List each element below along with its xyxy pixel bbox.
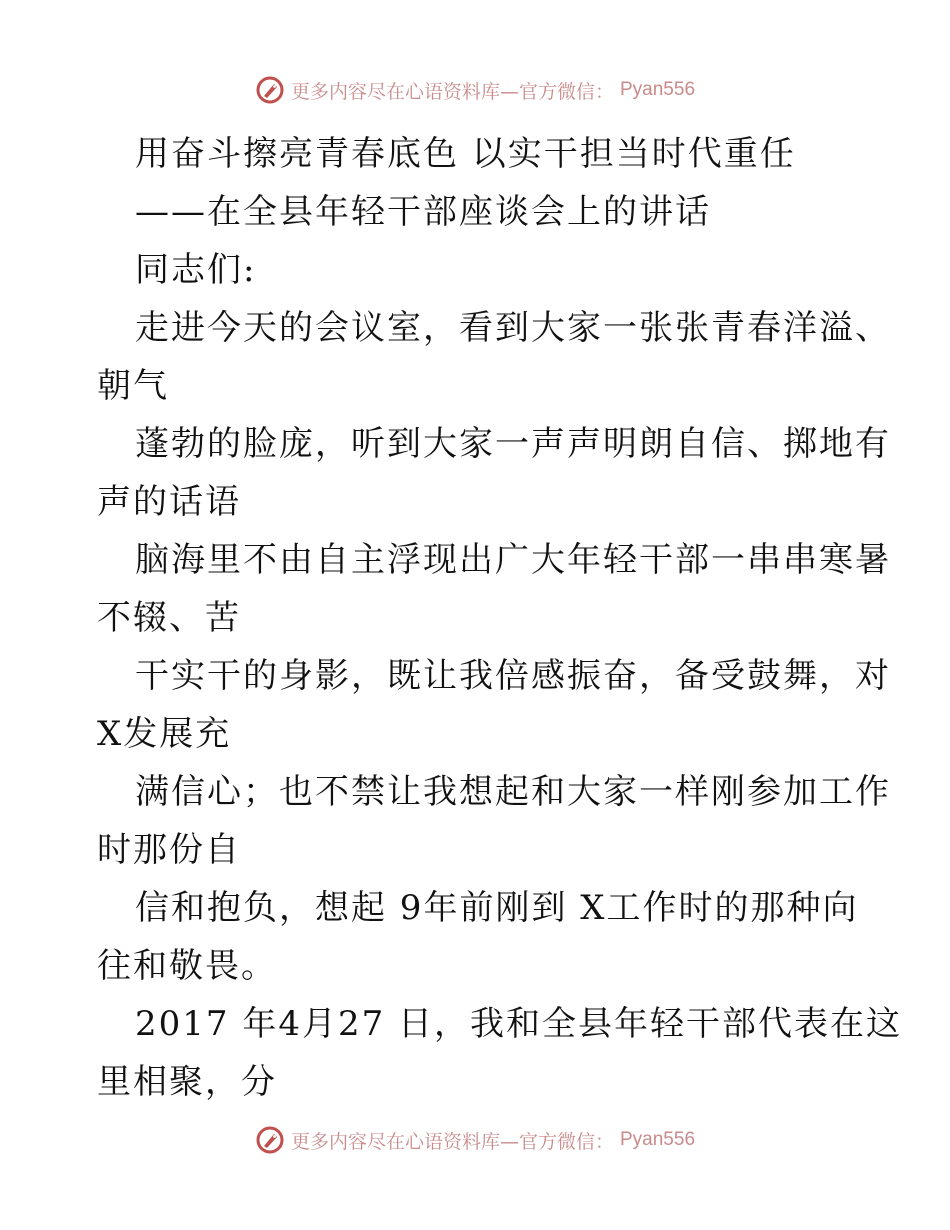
text-line: 走进今天的会议室，看到大家一张张青春洋溢、 (135, 308, 891, 348)
document-subtitle: ——在全县年轻干部座谈会上的讲话 (135, 192, 711, 232)
footer-watermark (0, 1120, 950, 1160)
header-watermark (0, 70, 950, 110)
text-line: 信和抱负，想起 9年前刚到 X工作时的那种向 (135, 888, 859, 928)
text-line: 时那份自 (97, 830, 241, 870)
text-line: X发展充 (97, 714, 232, 754)
text-line: 里相聚，分 (97, 1062, 277, 1102)
watermark-wechat-id: Pyan556 (620, 1129, 696, 1150)
text-line: 往和敬畏。 (97, 946, 277, 986)
text-line: 满信心；也不禁让我想起和大家一样刚参加工作 (135, 772, 891, 812)
text-line: 2017 年4月27 日，我和全县年轻干部代表在这 (135, 1004, 903, 1044)
text-line: 同志们: (135, 250, 257, 290)
text-line: 朝气 (97, 366, 169, 406)
text-line: 声的话语 (97, 482, 241, 522)
text-line: 不辍、苦 (97, 598, 241, 638)
text-line: 蓬勃的脸庞，听到大家一声声明朗自信、掷地有 (135, 424, 891, 464)
document-body (97, 125, 903, 1111)
watermark-text: 更多内容尽在心语资料库—官方微信： (290, 1130, 614, 1153)
pen-nib-logo-icon (255, 75, 285, 105)
pen-nib-logo-icon (255, 1125, 285, 1155)
watermark-wechat-id: Pyan556 (620, 79, 696, 100)
text-line: 脑海里不由自主浮现出广大年轻干部一串串寒暑 (135, 540, 891, 580)
watermark-text: 更多内容尽在心语资料库—官方微信： (290, 80, 614, 103)
document-title: 用奋斗擦亮青春底色 以实干担当时代重任 (135, 134, 796, 174)
text-line: 干实干的身影，既让我倍感振奋，备受鼓舞，对 (135, 656, 891, 696)
